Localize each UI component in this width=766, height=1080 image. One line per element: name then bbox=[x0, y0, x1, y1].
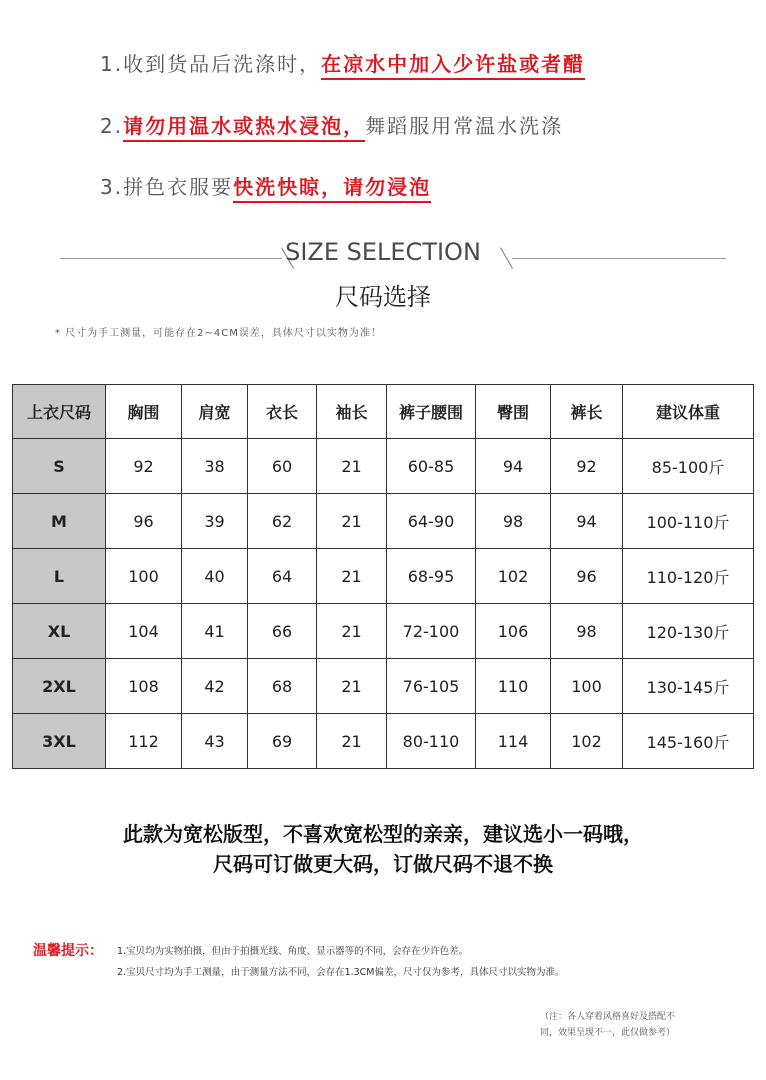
measurement-note: * 尺寸为手工测量，可能存在2~4CM误差，具体尺寸以实物为准！ bbox=[55, 328, 382, 339]
header-pants-length: 裤长 bbox=[551, 385, 623, 439]
size-selection-title-cn: 尺码选择 bbox=[335, 283, 431, 311]
table-cell: 120-130斤 bbox=[623, 604, 754, 659]
table-cell: 130-145斤 bbox=[623, 659, 754, 714]
size-cell: L bbox=[13, 549, 106, 604]
table-cell: 41 bbox=[182, 604, 248, 659]
table-header-row bbox=[13, 385, 754, 439]
table-cell: 21 bbox=[317, 549, 387, 604]
table-cell: 94 bbox=[476, 439, 551, 494]
size-cell: 3XL bbox=[13, 714, 106, 769]
table-cell: 38 bbox=[182, 439, 248, 494]
header-chest: 胸围 bbox=[106, 385, 182, 439]
table-cell: 64 bbox=[248, 549, 317, 604]
size-cell: S bbox=[13, 439, 106, 494]
table-cell: 21 bbox=[317, 659, 387, 714]
footnote-line-2: 同，效果呈现不一，此仅做参考） bbox=[540, 1028, 676, 1038]
table-cell: 106 bbox=[476, 604, 551, 659]
care-3-prefix: 3.拼色衣服要 bbox=[100, 175, 234, 199]
header-length: 衣长 bbox=[248, 385, 317, 439]
table-cell: 102 bbox=[476, 549, 551, 604]
table-cell: 96 bbox=[551, 549, 623, 604]
table-cell: 39 bbox=[182, 494, 248, 549]
table-cell: 100-110斤 bbox=[623, 494, 754, 549]
care-2-highlight: 请勿用温水或热水浸泡， bbox=[123, 114, 365, 142]
header-sleeve: 袖长 bbox=[317, 385, 387, 439]
size-cell: XL bbox=[13, 604, 106, 659]
table-row bbox=[13, 659, 754, 714]
table-cell: 21 bbox=[317, 494, 387, 549]
table-cell: 108 bbox=[106, 659, 182, 714]
table-cell: 102 bbox=[551, 714, 623, 769]
table-cell: 145-160斤 bbox=[623, 714, 754, 769]
header-hip: 臀围 bbox=[476, 385, 551, 439]
size-selection-title: SIZE SELECTION bbox=[285, 238, 481, 266]
table-cell: 98 bbox=[476, 494, 551, 549]
size-table bbox=[12, 384, 754, 769]
care-instruction-3 bbox=[100, 171, 431, 200]
header-weight: 建议体重 bbox=[623, 385, 754, 439]
table-row bbox=[13, 714, 754, 769]
table-cell: 21 bbox=[317, 714, 387, 769]
table-cell: 60 bbox=[248, 439, 317, 494]
table-cell: 68 bbox=[248, 659, 317, 714]
warm-tip-2: 2.宝贝尺寸均为手工测量，由于测量方法不同，会存在1.3CM偏差，尺寸仅为参考，具体尺寸以实物为准。 bbox=[117, 967, 565, 978]
care-instruction-1 bbox=[100, 48, 585, 77]
table-cell: 21 bbox=[317, 439, 387, 494]
table-cell: 112 bbox=[106, 714, 182, 769]
care-1-prefix: 1.收到货品后洗涤时， bbox=[100, 52, 322, 76]
warm-tip-label: 温馨提示： bbox=[33, 943, 103, 959]
header-waist: 裤子腰围 bbox=[387, 385, 476, 439]
table-cell: 69 bbox=[248, 714, 317, 769]
table-cell: 92 bbox=[106, 439, 182, 494]
footnote-line-1: （注：各人穿着风格喜好及搭配不 bbox=[540, 1012, 676, 1022]
table-cell: 96 bbox=[106, 494, 182, 549]
table-row bbox=[13, 439, 754, 494]
fit-note-line-2: 尺码可订做更大码，订做尺码不退不换 bbox=[213, 852, 553, 876]
table-cell: 62 bbox=[248, 494, 317, 549]
table-cell: 100 bbox=[551, 659, 623, 714]
table-cell: 92 bbox=[551, 439, 623, 494]
table-row bbox=[13, 494, 754, 549]
table-cell: 114 bbox=[476, 714, 551, 769]
table-row bbox=[13, 549, 754, 604]
size-cell: M bbox=[13, 494, 106, 549]
care-3-highlight: 快洗快晾，请勿浸泡 bbox=[233, 175, 431, 203]
table-cell: 68-95 bbox=[387, 549, 476, 604]
table-cell: 104 bbox=[106, 604, 182, 659]
fit-note-line-1: 此款为宽松版型，不喜欢宽松型的亲亲，建议选小一码哦， bbox=[123, 822, 643, 846]
table-cell: 40 bbox=[182, 549, 248, 604]
table-cell: 94 bbox=[551, 494, 623, 549]
header-size: 上衣尺码 bbox=[13, 385, 106, 439]
size-cell: 2XL bbox=[13, 659, 106, 714]
table-cell: 66 bbox=[248, 604, 317, 659]
care-instruction-2 bbox=[100, 110, 563, 139]
table-cell: 21 bbox=[317, 604, 387, 659]
table-cell: 80-110 bbox=[387, 714, 476, 769]
table-cell: 110 bbox=[476, 659, 551, 714]
warm-tip-1: 1.宝贝均为实物拍摄，但由于拍摄光线、角度、显示器等的不同，会存在少许色差。 bbox=[117, 946, 469, 957]
table-cell: 100 bbox=[106, 549, 182, 604]
table-cell: 64-90 bbox=[387, 494, 476, 549]
care-1-highlight: 在凉水中加入少许盐或者醋 bbox=[321, 52, 585, 80]
table-cell: 60-85 bbox=[387, 439, 476, 494]
table-cell: 42 bbox=[182, 659, 248, 714]
table-cell: 43 bbox=[182, 714, 248, 769]
table-row bbox=[13, 604, 754, 659]
table-cell: 98 bbox=[551, 604, 623, 659]
care-2-suffix: 舞蹈服用常温水洗涤 bbox=[365, 114, 564, 138]
table-cell: 85-100斤 bbox=[623, 439, 754, 494]
care-2-prefix: 2. bbox=[100, 114, 124, 138]
header-shoulder: 肩宽 bbox=[182, 385, 248, 439]
table-cell: 72-100 bbox=[387, 604, 476, 659]
table-cell: 110-120斤 bbox=[623, 549, 754, 604]
table-cell: 76-105 bbox=[387, 659, 476, 714]
